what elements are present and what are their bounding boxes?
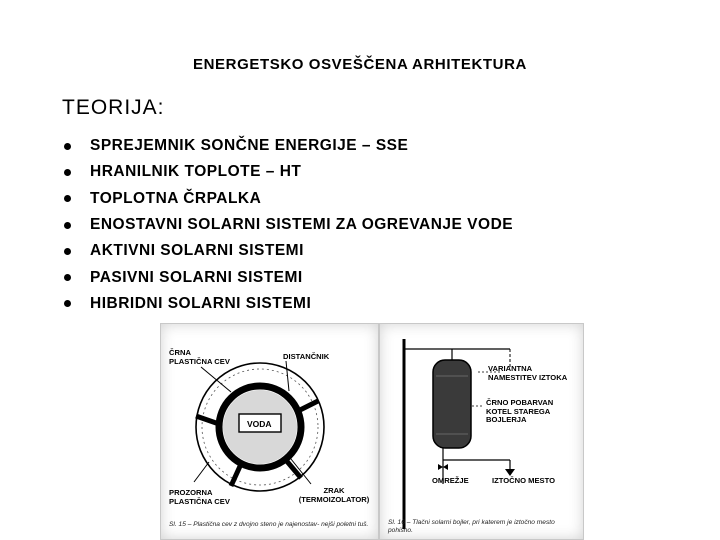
bullet-item-active-solar: [62, 238, 513, 264]
bullet-label: TOPLOTNA ČRPALKA: [90, 189, 262, 207]
bullet-item-heat-pump: [62, 186, 513, 212]
label-air: ZRAK (TERMOIZOLATOR): [298, 486, 370, 504]
bullet-label: ENOSTAVNI SOLARNI SISTEMI ZA OGREVANJE VODE: [90, 216, 514, 234]
label-water: VODA: [247, 419, 272, 429]
bullet-label: HIBRIDNI SOLARNI SISTEMI: [90, 294, 312, 312]
bullet-icon: [64, 248, 71, 255]
slide-title: ENERGETSKO OSVEŠČENA ARHITEKTURA: [193, 56, 527, 73]
figure-double-wall-pipe: [160, 323, 379, 540]
leader-black-pipe: [201, 367, 231, 392]
label-spacer: DISTANČNIK: [283, 352, 330, 361]
bullet-item-simple-solar: [62, 212, 513, 238]
figure-solar-boiler: [379, 323, 584, 540]
label-outlet-variant: VARIANTNA NAMESTITEV IZTOKA: [488, 364, 568, 382]
figure1-caption: Sl. 15 – Plastična cev z dvojno steno je najenostav- nejši poletni tuš.: [169, 521, 369, 528]
bullet-label: AKTIVNI SOLARNI SISTEMI: [90, 242, 304, 260]
bullet-icon: [64, 274, 71, 281]
bullet-icon: [64, 222, 71, 229]
spacer-bottom-left: [231, 464, 241, 486]
solar-boiler-drawing: [380, 324, 583, 539]
theory-bullet-list: [62, 133, 513, 317]
bullet-label: PASIVNI SOLARNI SISTEMI: [90, 268, 303, 286]
figure2-caption: Sl. 16 – Tlačni solarni bojler, pri katerem je iztočno mesto pohišno.: [388, 519, 555, 534]
bullet-item-hybrid-solar: [62, 291, 513, 317]
section-heading: TEORIJA:: [62, 96, 165, 119]
bullet-label: HRANILNIK TOPLOTE – HT: [90, 163, 302, 181]
label-tap: IZTOČNO MESTO: [492, 476, 556, 485]
spacer-left: [196, 416, 219, 424]
bullet-item-passive-solar: [62, 264, 513, 290]
label-painted-boiler: ČRNO POBARVAN KOTEL STAREGA BOJLERJA: [486, 398, 554, 424]
bullet-icon: [64, 300, 71, 307]
label-network: OMREŽJE: [432, 476, 469, 485]
black-boiler-tank: [433, 360, 471, 448]
label-black-pipe: ČRNA PLASTIČNA CEV: [169, 348, 230, 366]
label-transparent-pipe: PROZORNA PLASTIČNA CEV: [169, 488, 230, 506]
bullet-icon: [64, 169, 71, 176]
bullet-item-sse: [62, 133, 513, 159]
leader-transparent-pipe: [194, 462, 209, 482]
bullet-label: SPREJEMNIK SONČNE ENERGIJE – SSE: [90, 137, 409, 155]
bullet-icon: [64, 195, 71, 202]
leader-spacer: [286, 361, 289, 391]
tap-icon: [505, 469, 515, 476]
bullet-item-ht: [62, 159, 513, 185]
bullet-icon: [64, 143, 71, 150]
